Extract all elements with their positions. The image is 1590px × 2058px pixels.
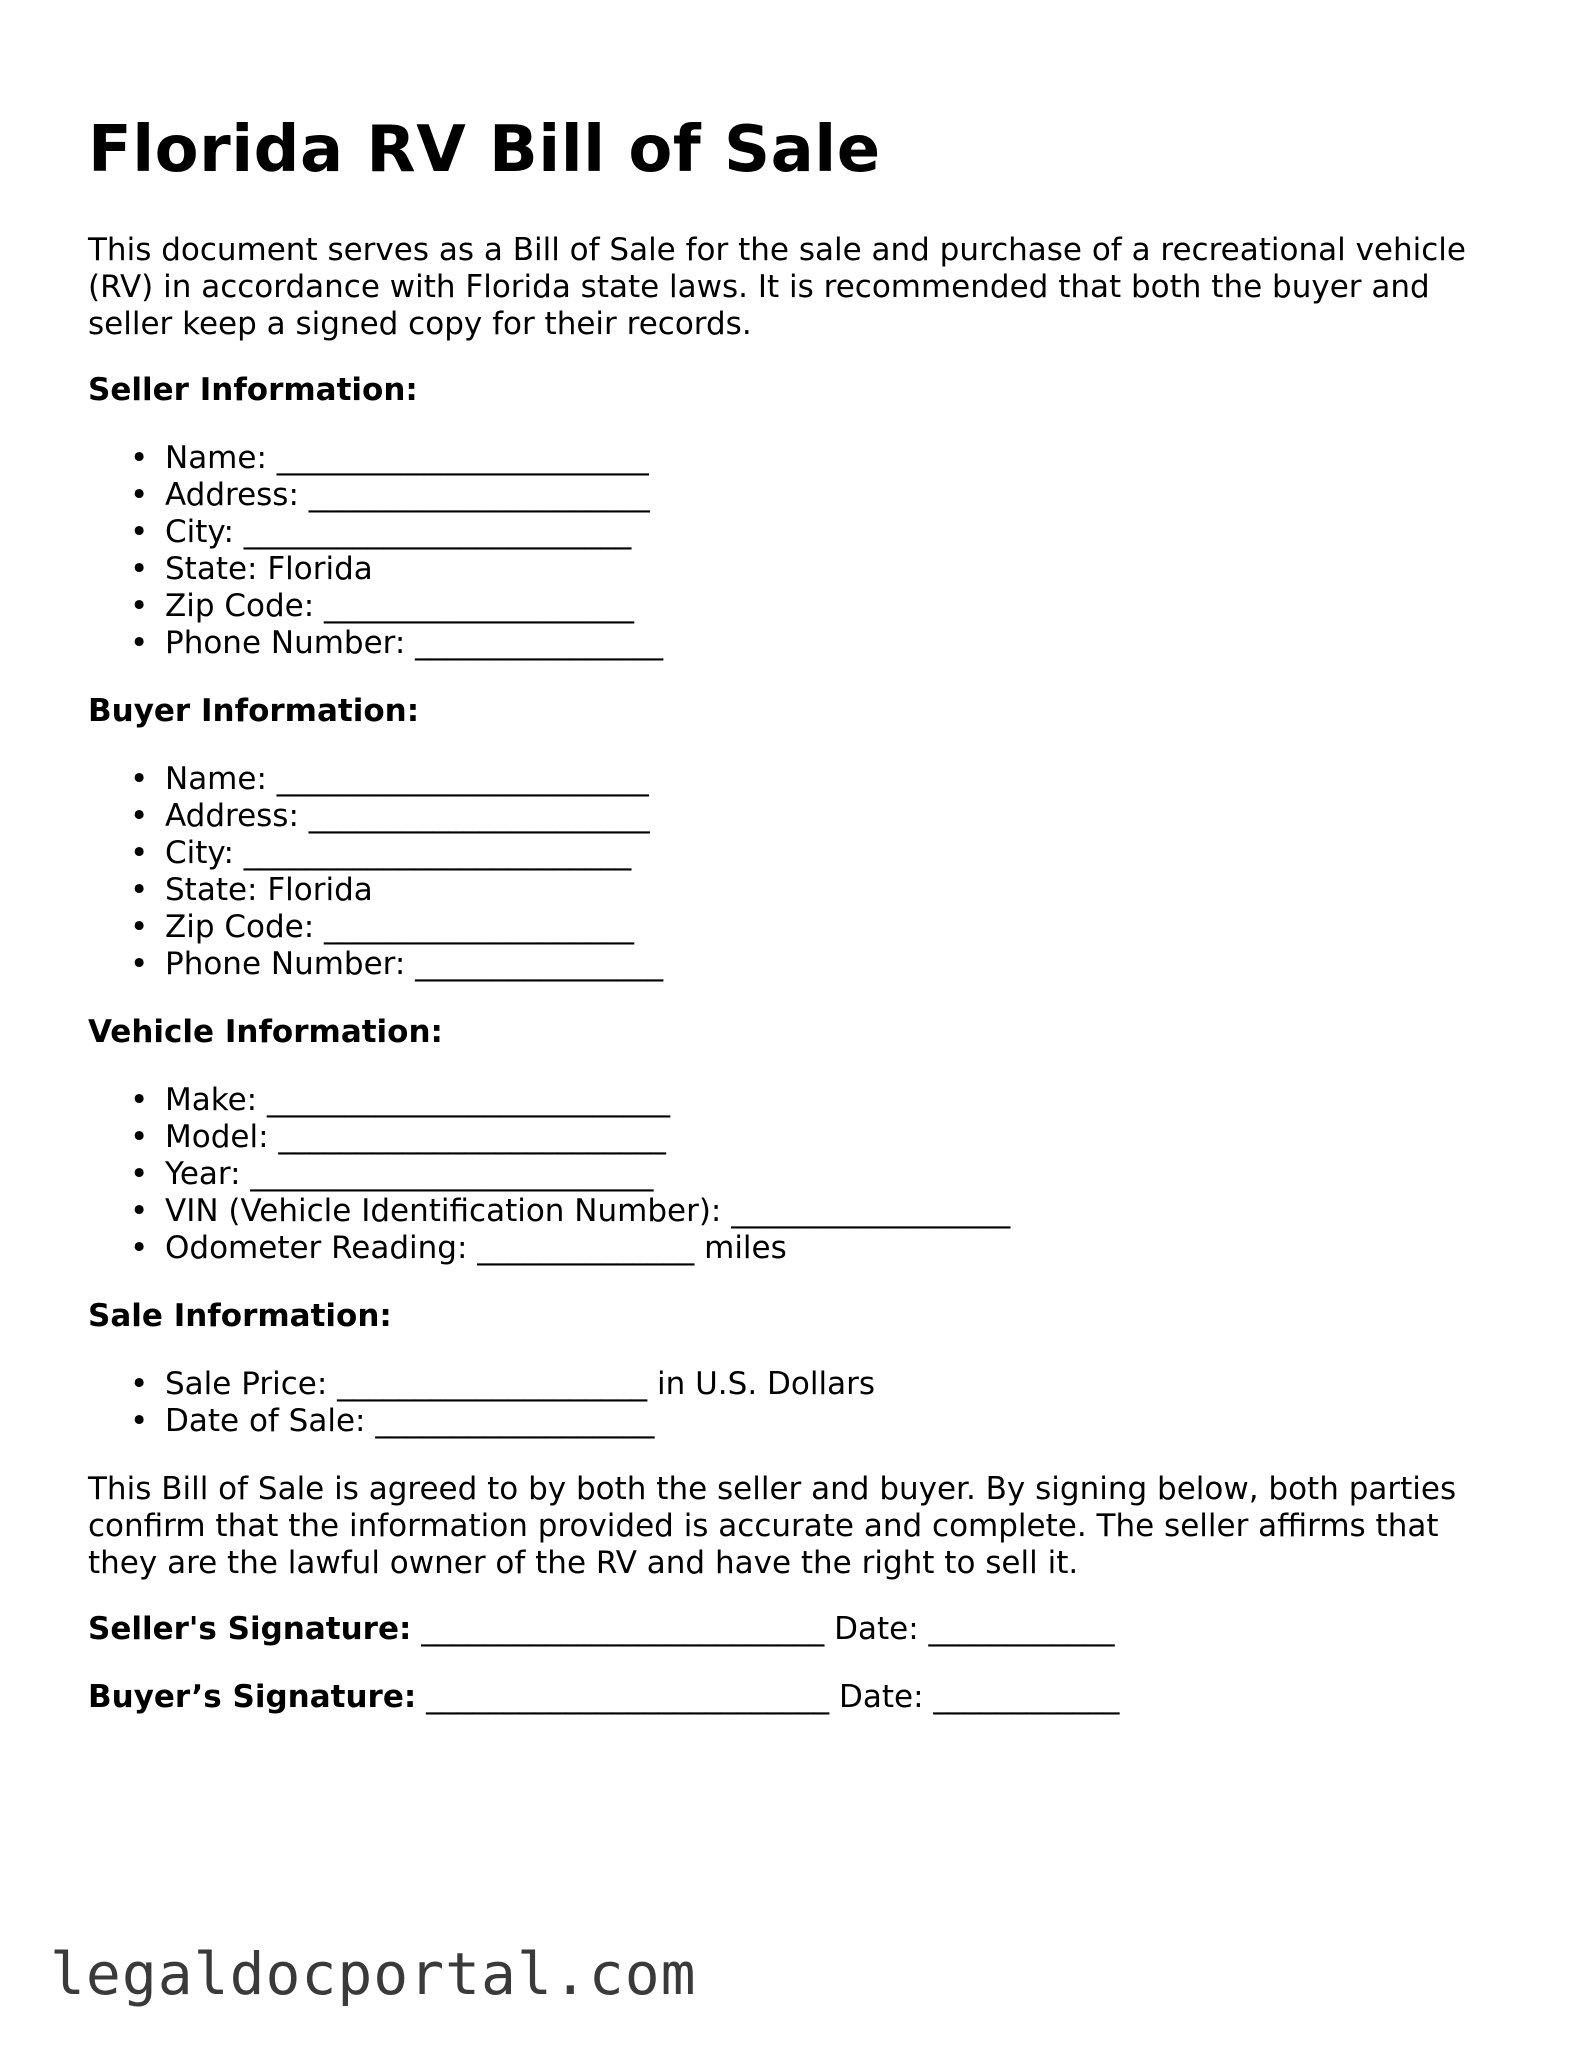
bullet-icon: • — [130, 835, 149, 871]
bullet-icon: • — [130, 625, 149, 661]
buyer-phone-field[interactable]: • Phone Number: ________________ — [130, 946, 664, 982]
seller-city-field[interactable]: • City: _________________________ — [130, 514, 632, 550]
bullet-icon: • — [130, 1230, 149, 1266]
buyer-signature-label: Buyer’s Signature: — [88, 1679, 417, 1715]
bullet-icon: • — [130, 440, 149, 476]
seller-info-list — [88, 440, 1508, 662]
bullet-icon: • — [130, 761, 149, 797]
bullet-icon: • — [130, 1366, 149, 1402]
sale-info-list — [88, 1366, 1508, 1440]
vehicle-info-list — [88, 1082, 1508, 1267]
vehicle-vin-field[interactable]: • VIN (Vehicle Identification Number): __________________ — [130, 1193, 1011, 1229]
seller-section-heading: Seller Information: — [88, 372, 418, 408]
sale-date-field[interactable]: • Date of Sale: __________________ — [130, 1403, 655, 1439]
buyer-zip-field[interactable]: • Zip Code: ____________________ — [130, 909, 635, 945]
seller-address-field[interactable]: • Address: ______________________ — [130, 477, 650, 513]
bullet-icon: • — [130, 1119, 149, 1155]
page-title: Florida RV Bill of Sale — [88, 113, 881, 187]
bullet-icon: • — [130, 946, 149, 982]
bullet-icon: • — [130, 1403, 149, 1439]
buyer-name-field[interactable]: • Name: ________________________ — [130, 761, 649, 797]
closing-paragraph: This Bill of Sale is agreed to by both the seller and buyer. By signing below, both parties confirm that the information provided is accurate and complete. The seller affirms that they are the lawful owner of the RV and have the right to sell it. — [88, 1471, 1457, 1581]
seller-state-field: • State: Florida — [130, 551, 373, 587]
footer-watermark: legaldocportal.com — [50, 1940, 697, 2008]
buyer-signature-blanks: __________________________ Date: ____________ — [416, 1679, 1120, 1715]
seller-phone-field[interactable]: • Phone Number: ________________ — [130, 625, 664, 661]
seller-zip-field[interactable]: • Zip Code: ____________________ — [130, 588, 635, 624]
vehicle-make-field[interactable]: • Make: __________________________ — [130, 1082, 670, 1118]
bullet-icon: • — [130, 551, 149, 587]
bullet-icon: • — [130, 909, 149, 945]
buyer-signature-line[interactable] — [88, 1679, 1508, 1716]
bullet-icon: • — [130, 798, 149, 834]
buyer-section-heading: Buyer Information: — [88, 693, 420, 729]
buyer-address-field[interactable]: • Address: ______________________ — [130, 798, 650, 834]
sale-price-field[interactable]: • Sale Price: ____________________ in U.S. Dollars — [130, 1366, 875, 1402]
seller-signature-blanks: __________________________ Date: ____________ — [411, 1611, 1115, 1647]
vehicle-year-field[interactable]: • Year: __________________________ — [130, 1156, 654, 1192]
seller-signature-label: Seller's Signature: — [88, 1611, 412, 1647]
seller-name-field[interactable]: • Name: ________________________ — [130, 440, 649, 476]
bullet-icon: • — [130, 588, 149, 624]
bullet-icon: • — [130, 872, 149, 908]
bullet-icon: • — [130, 477, 149, 513]
buyer-city-field[interactable]: • City: _________________________ — [130, 835, 632, 871]
vehicle-section-heading: Vehicle Information: — [88, 1014, 443, 1050]
buyer-state-field: • State: Florida — [130, 872, 373, 908]
buyer-info-list — [88, 761, 1508, 983]
vehicle-model-field[interactable]: • Model: _________________________ — [130, 1119, 666, 1155]
bullet-icon: • — [130, 1193, 149, 1229]
bullet-icon: • — [130, 1156, 149, 1192]
intro-paragraph: This document serves as a Bill of Sale for the sale and purchase of a recreational vehicle (RV) in accordance with Florida state laws. It is recommended that both the buyer and seller keep a signed copy for their records. — [88, 232, 1466, 342]
vehicle-odometer-field[interactable]: • Odometer Reading: ______________ miles — [130, 1230, 787, 1266]
sale-section-heading: Sale Information: — [88, 1298, 392, 1334]
bullet-icon: • — [130, 514, 149, 550]
bullet-icon: • — [130, 1082, 149, 1118]
seller-signature-line[interactable] — [88, 1611, 1508, 1648]
document-page — [88, 110, 1508, 1747]
